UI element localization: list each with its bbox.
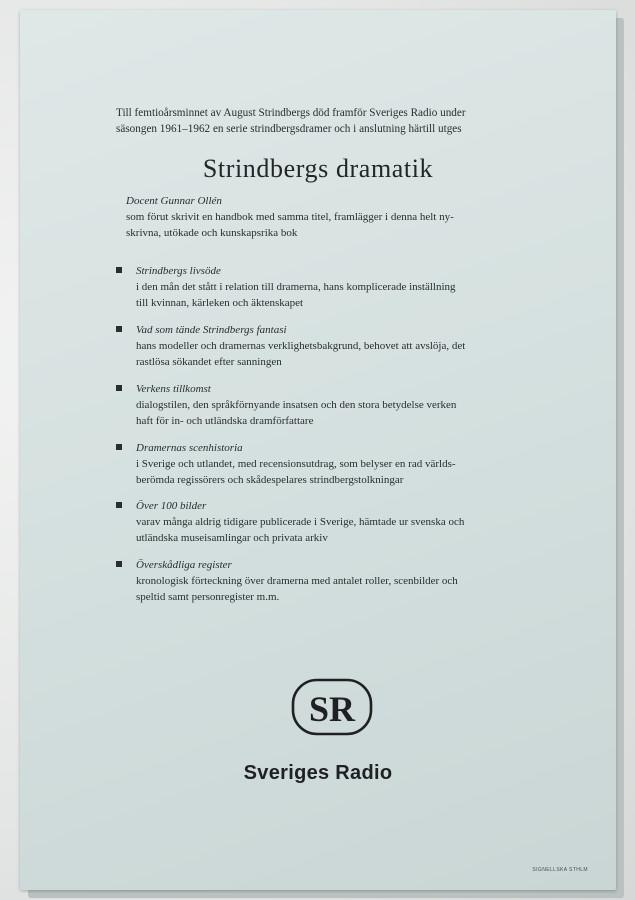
section-tillkomst bbox=[116, 381, 561, 429]
section-heading: Överskådliga register bbox=[136, 559, 232, 571]
section-heading: Över 100 bilder bbox=[136, 500, 207, 512]
section-heading: Vad som tände Strindbergs fantasi bbox=[136, 324, 287, 336]
section-text-line: dialogstilen, den språkförnyande insatsen och den stora betydelse verken bbox=[136, 399, 457, 411]
section-fantasi bbox=[116, 322, 561, 370]
author-description-line: skrivna, utökade och kunskapsrika bok bbox=[126, 227, 298, 239]
section-text-line: i den mån det stått i relation till dramerna, hans komplicerade inställning bbox=[136, 281, 456, 293]
publisher-name: Sveriges Radio bbox=[243, 762, 393, 784]
section-scenhistoria bbox=[116, 440, 561, 488]
section-livsode bbox=[116, 263, 561, 311]
section-heading: Verkens tillkomst bbox=[136, 383, 211, 395]
section-text-line: haft för in- och utländska dramförfattare bbox=[136, 415, 314, 427]
section-text-line: utländska museisamlingar och privata arkiv bbox=[136, 532, 328, 544]
logo-letters: SR bbox=[308, 689, 356, 729]
section-bilder bbox=[116, 498, 561, 546]
section-heading: Strindbergs livsöde bbox=[136, 265, 221, 277]
section-text-line: hans modeller och dramernas verklighetsbakgrund, behovet att avslöja, det bbox=[136, 340, 466, 352]
square-bullet-icon bbox=[116, 561, 122, 567]
author-block bbox=[126, 193, 561, 241]
section-text-line: kronologisk förteckning över dramerna med antalet roller, scenbilder och bbox=[136, 575, 458, 587]
square-bullet-icon bbox=[116, 326, 122, 332]
intro-line: Till femtioårsminnet av August Strindbergs död framför Sveriges Radio under bbox=[116, 107, 466, 119]
section-text-line: berömda regissörers och skådespelares strindbergstolkningar bbox=[136, 474, 404, 486]
section-text-line: i Sverige och utlandet, med recensionsutdrag, som belyser en rad världs- bbox=[136, 458, 456, 470]
book-back-cover bbox=[20, 10, 616, 890]
section-text-line: varav många aldrig tidigare publicerade i Sverige, hämtade ur svenska och bbox=[136, 516, 465, 528]
section-register bbox=[116, 557, 561, 605]
square-bullet-icon bbox=[116, 502, 122, 508]
square-bullet-icon bbox=[116, 444, 122, 450]
book-title: Strindbergs dramatik bbox=[202, 154, 434, 183]
intro-line: säsongen 1961–1962 en serie strindbergsdramer och i anslutning härtill utges bbox=[116, 123, 462, 135]
section-heading: Dramernas scenhistoria bbox=[136, 442, 243, 454]
author-name: Docent Gunnar Ollén bbox=[126, 195, 222, 207]
author-description-line: som förut skrivit en handbok med samma titel, framlägger i denna helt ny- bbox=[126, 211, 454, 223]
intro-paragraph bbox=[116, 105, 561, 137]
printer-imprint: SIGNELLSKA STHLM bbox=[532, 867, 588, 873]
sveriges-radio-logo-icon bbox=[291, 678, 373, 736]
section-text-line: rastlösa sökandet efter sanningen bbox=[136, 356, 282, 368]
square-bullet-icon bbox=[116, 385, 122, 391]
section-text-line: speltid samt personregister m.m. bbox=[136, 591, 280, 603]
section-text-line: till kvinnan, kärleken och äktenskapet bbox=[136, 297, 304, 309]
square-bullet-icon bbox=[116, 267, 122, 273]
